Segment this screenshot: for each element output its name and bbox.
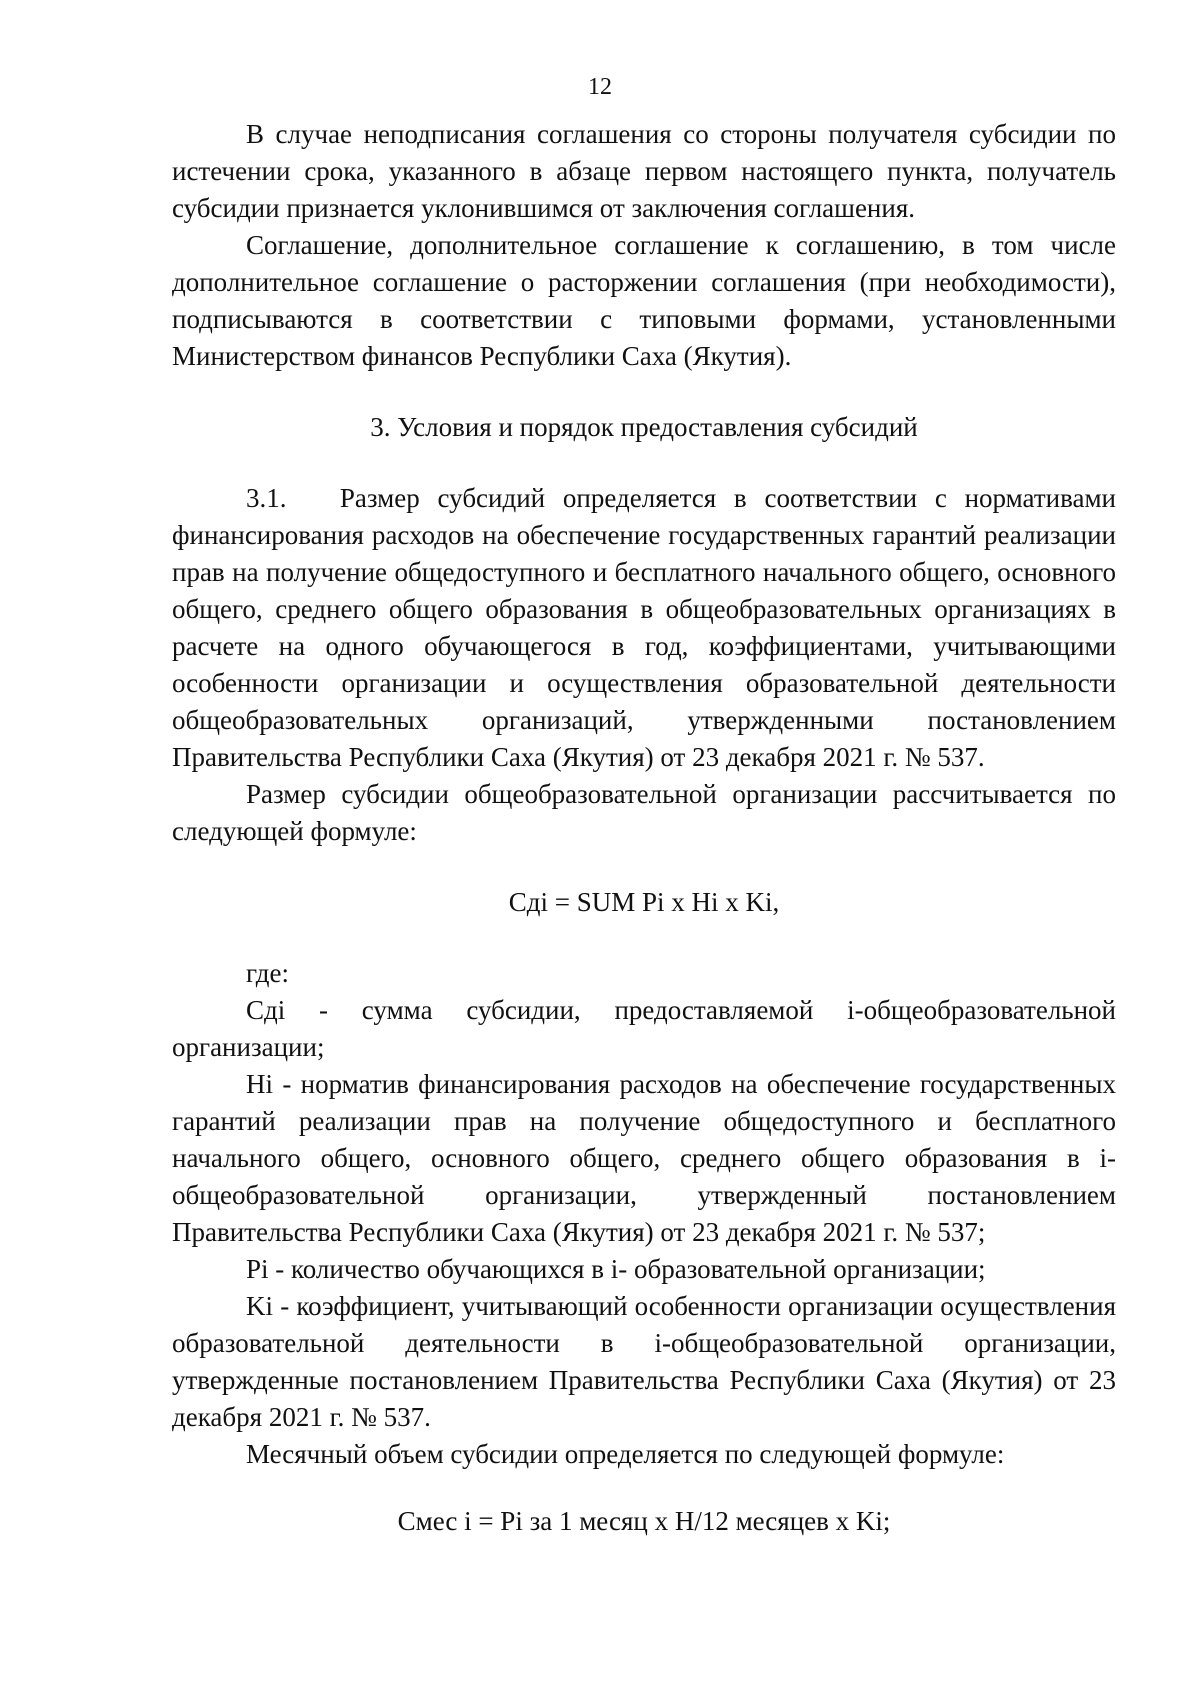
section-heading: 3. Условия и порядок предоставления субсидий [370, 412, 918, 442]
definition-ki: Ki - коэффициент, учитывающий особенности организации осуществления образовательной деятельности в i-общеобразовательной организации, утвержденные постановлением Правительства Республики Саха (Якутия) от 23 декабря 2021 г. № 537. [172, 1291, 1116, 1432]
paragraph-agreement-forms: Соглашение, дополнительное соглашение к соглашению, в том числе дополнительное соглашение о расторжении соглашения (при необходимости), подписываются в соответствии с типовыми формами, установленными Министерством финансов Республики Саха (Якутия). [172, 230, 1116, 371]
formula-monthly: Смес i = Pi за 1 месяц x H/12 месяцев x Ki; [397, 1506, 891, 1536]
document-body [172, 116, 1116, 1540]
paragraph-unsigned-agreement: В случае неподписания соглашения со стороны получателя субсидии по истечении срока, указанного в абзаце первом настоящего пункта, получатель субсидии признается уклонившимся от заключения соглашения. [172, 119, 1116, 223]
paragraph-formula-intro: Размер субсидии общеобразовательной организации рассчитывается по следующей формуле: [172, 779, 1116, 846]
page-number: 12 [588, 74, 612, 100]
definition-cdi: Сдi - сумма субсидии, предоставляемой i-общеобразовательной организации; [172, 995, 1116, 1062]
definition-hi: Hi - норматив финансирования расходов на обеспечение государственных гарантий реализации прав на получение общедоступного и бесплатного начального общего, основного общего, среднего общего образования в i-общеобразовательной организации, утвержденный постановлением Правительства Республики Саха (Якутия) от 23 декабря 2021 г. № 537; [172, 1069, 1116, 1247]
paragraph-subsidy-size: 3.1. Размер субсидий определяется в соответствии с нормативами финансирования расходов на обеспечение государственных гарантий реализации прав на получение общедоступного и бесплатного начального общего, основного общего, среднего общего образования в общеобразовательных организациях в расчете на одного обучающегося в год, коэффициентами, учитывающими особенности организации и осуществления образовательной деятельности общеобразовательных организаций, утвержденными постановлением Правительства Республики Саха (Якутия) от 23 декабря 2021 г. № 537. [172, 483, 1116, 772]
paragraph-where: где: [246, 958, 289, 988]
paragraph-monthly-intro: Месячный объем субсидии определяется по следующей формуле: [246, 1439, 1005, 1469]
formula-subsidy: Сдi = SUM Pi x Hi x Ki, [508, 887, 780, 917]
definition-pi: Pi - количество обучающихся в i- образовательной организации; [246, 1254, 986, 1284]
